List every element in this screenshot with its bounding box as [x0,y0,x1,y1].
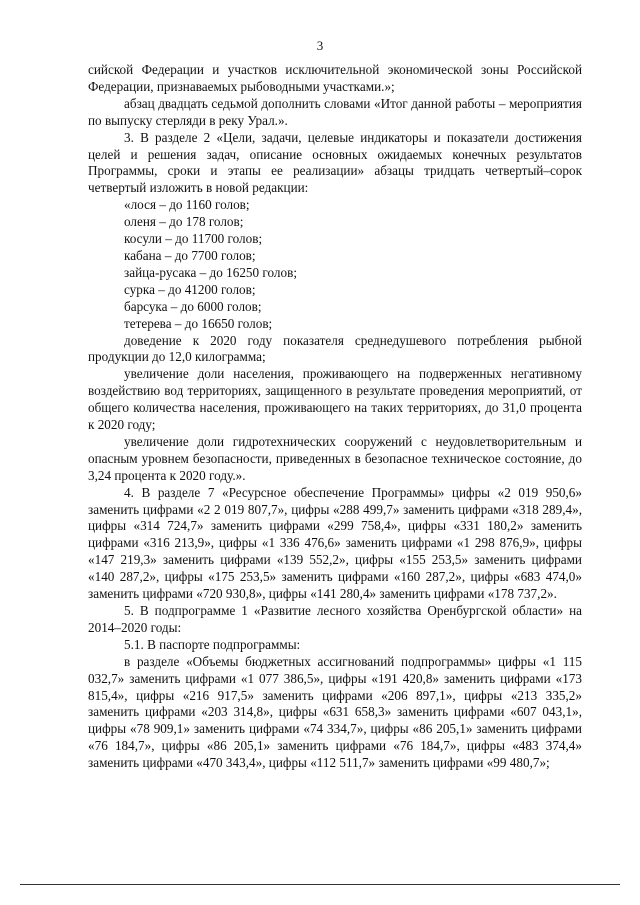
paragraph: 3. В разделе 2 «Цели, задачи, целевые индикаторы и показатели достижения целей и решения задач, описание основных ожидаемых конечных результатов Программы, сроки и этапы ее реализации» абзацы тридцать четвертый–сорок четвертый изложить в новой редакции: [88,129,582,196]
list-item: зайца-русака – до 16250 голов; [124,264,297,280]
list-item: оленя – до 178 голов; [124,214,244,230]
list-item: кабана – до 7700 голов; [124,247,256,263]
paragraph: абзац двадцать седьмой дополнить словами «Итог данной работы – мероприятия по выпуску стерляди в реку Урал.». [88,95,582,128]
list-item: «лося – до 1160 голов; [124,197,250,213]
paragraph: 4. В разделе 7 «Ресурсное обеспечение Программы» цифры «2 019 950,6» заменить цифрами «2 2 019 807,7», цифры «288 499,7» заменить цифрами «318 289,4», цифры «314 724,7» заменить цифрами «299 758,4», цифры «331 180,2» заменить цифрами «316 213,9», цифры «1 336 476,6» заменить цифрами «1 298 876,9», цифры «147 219,3» заменить цифрами «139 552,2», цифры «155 253,5» заменить цифрами «140 287,2», цифры «175 253,5» заменить цифрами «160 287,2», цифры «683 474,0» заменить цифрами «720 930,8», цифры «141 280,4» заменить цифрами «178 737,2». [88,484,582,602]
document-body [88,62,582,772]
paragraph: в разделе «Объемы бюджетных ассигнований подпрограммы» цифры «1 115 032,7» заменить цифрами «1 077 386,5», цифры «191 420,8» заменить цифрами «173 815,4», цифры «216 917,5» заменить цифрами «206 897,1», цифры «213 335,2» заменить цифрами «203 314,8», цифры «631 658,3» заменить цифрами «607 043,1», цифры «78 909,1» заменить цифрами «74 334,7», цифры «86 205,1» заменить цифрами «76 184,7», цифры «86 205,1» заменить цифрами «76 184,7», цифры «483 374,4» заменить цифрами «470 343,4», цифры «112 511,7» заменить цифрами «99 480,7»; [88,653,582,771]
paragraph: увеличение доли гидротехнических сооружений с неудовлетворительным и опасным уровнем безопасности, приведенных в безопасное техническое состояние, до 3,24 процента к 2020 году.». [88,433,582,483]
paragraph: доведение к 2020 году показателя среднедушевого потребления рыбной продукции до 12,0 килограмма; [88,332,582,365]
page-number: 3 [316,38,324,53]
list-item: тетерева – до 16650 голов; [124,315,273,331]
paragraph: увеличение доли населения, проживающего на подверженных негативному воздействию вод территориях, защищенного в результате проведения мероприятий, от общего количества населения, проживающего на таких территориях, до 31,0 процента к 2020 году; [88,366,582,433]
list-item: барсука – до 6000 голов; [124,298,262,314]
bottom-divider [20,884,620,885]
paragraph: 5. В подпрограмме 1 «Развитие лесного хозяйства Оренбургской области» на 2014–2020 годы: [88,603,582,635]
list-item: сурка – до 41200 голов; [124,281,256,297]
paragraph: 5.1. В паспорте подпрограммы: [124,636,301,652]
paragraph: сийской Федерации и участков исключительной экономической зоны Российской Федерации, признаваемых рыбоводными участками.»; [88,62,582,94]
list-item: косули – до 11700 голов; [124,231,263,247]
